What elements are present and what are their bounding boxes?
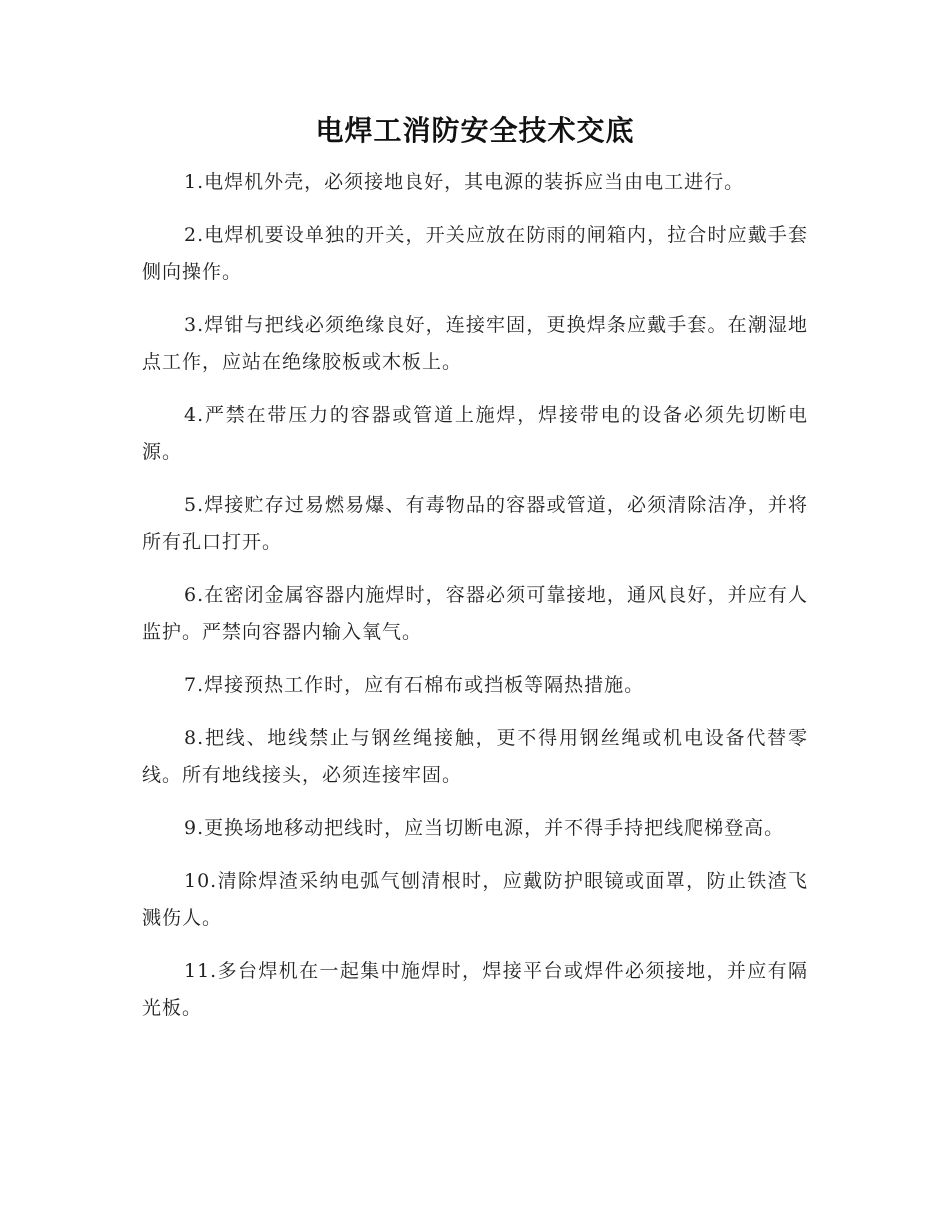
paragraph-4: 4.严禁在带压力的容器或管道上施焊，焊接带电的设备必须先切断电源。 [142, 404, 808, 463]
paragraph-11: 11.多台焊机在一起集中施焊时，焊接平台或焊件必须接地，并应有隔光板。 [142, 960, 808, 1019]
paragraph-1: 1.电焊机外壳，必须接地良好，其电源的装拆应当由电工进行。 [184, 171, 745, 193]
document-body [142, 164, 808, 1043]
paragraph-9: 9.更换场地移动把线时，应当切断电源，并不得手持把线爬梯登高。 [184, 817, 785, 839]
paragraph-7: 7.焊接预热工作时，应有石棉布或挡板等隔热措施。 [184, 674, 645, 696]
paragraph-3: 3.焊钳与把线必须绝缘良好，连接牢固，更换焊条应戴手套。在潮湿地点工作，应站在绝缘胶板或木板上。 [142, 314, 808, 373]
paragraph-6: 6.在密闭金属容器内施焊时，容器必须可靠接地，通风良好，并应有人监护。严禁向容器内输入氧气。 [142, 584, 808, 643]
paragraph-10: 10.清除焊渣采纳电弧气刨清根时，应戴防护眼镜或面罩，防止铁渣飞溅伤人。 [142, 870, 808, 929]
document-title: 电焊工消防安全技术交底 [315, 114, 635, 147]
paragraph-5: 5.焊接贮存过易燃易爆、有毒物品的容器或管道，必须清除洁净，并将所有孔口打开。 [142, 494, 808, 553]
paragraph-8: 8.把线、地线禁止与钢丝绳接触，更不得用钢丝绳或机电设备代替零线。所有地线接头，必须连接牢固。 [142, 727, 808, 786]
paragraph-2: 2.电焊机要设单独的开关，开关应放在防雨的闸箱内，拉合时应戴手套侧向操作。 [142, 224, 808, 283]
